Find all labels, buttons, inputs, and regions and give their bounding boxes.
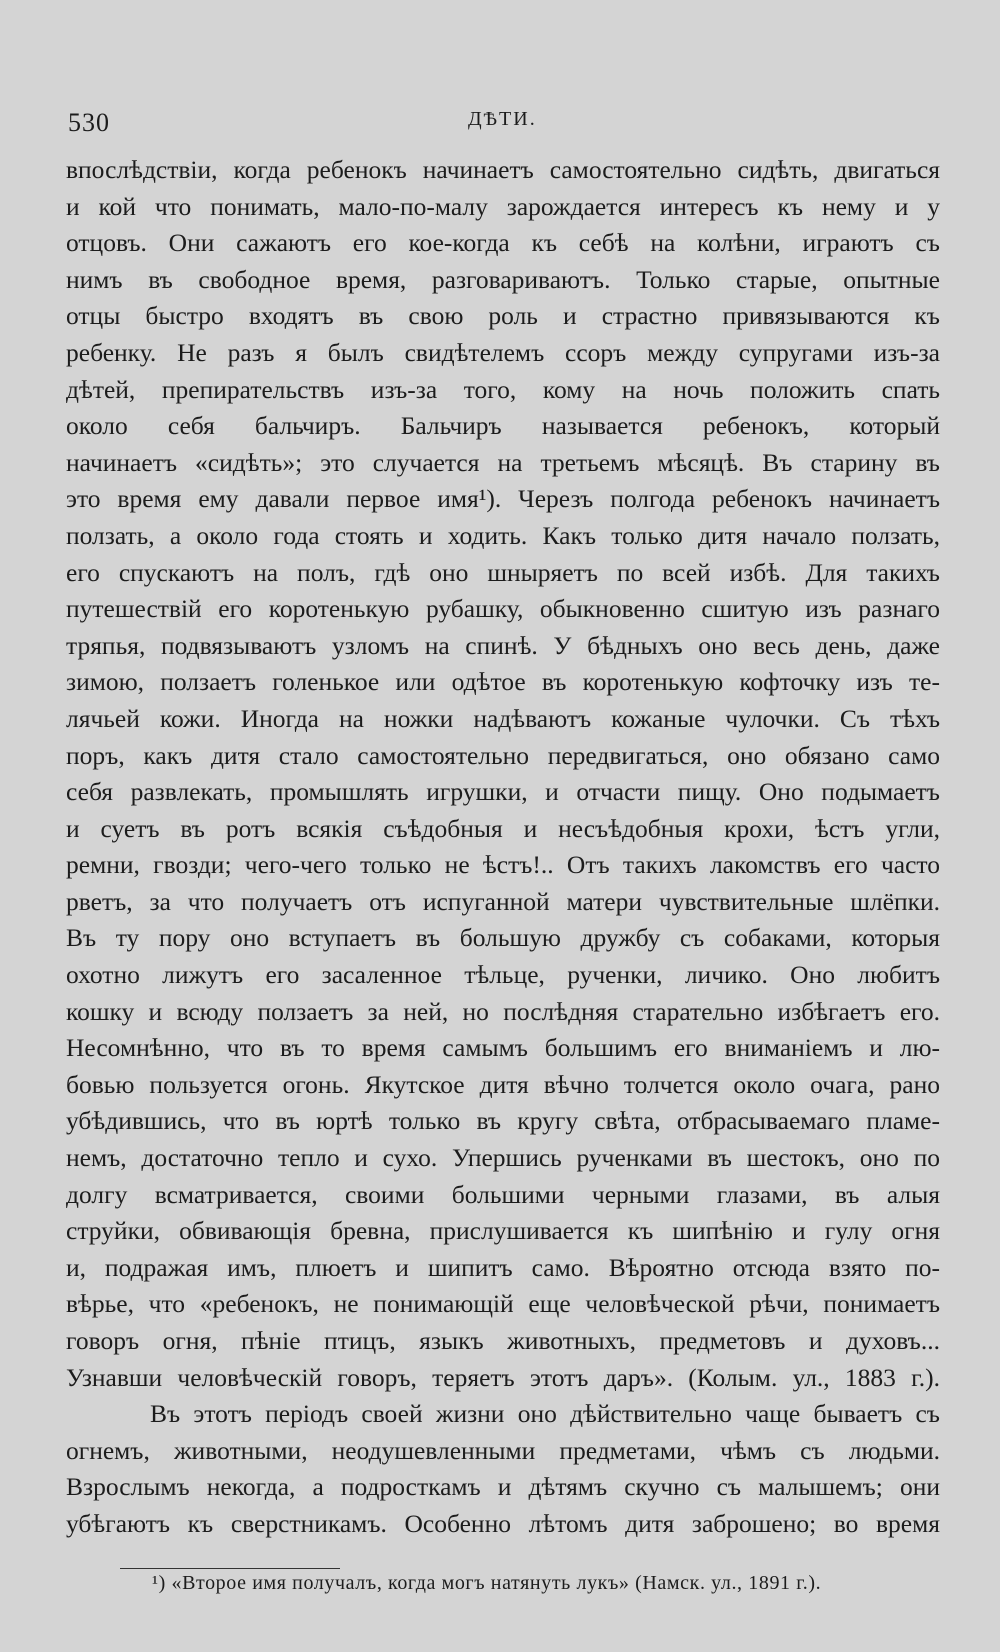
text-line: и суетъ въ ротъ всякія съѣдобныя и несъѣдобныя крохи, ѣстъ угли,: [66, 813, 940, 843]
text-line: и, подражая имъ, плюетъ и шипитъ само. Вѣроятно отсюда взято по-: [66, 1252, 940, 1282]
text-line: лячьей кожи. Иногда на ножки надѣваютъ кожаные чулочки. Съ тѣхъ: [66, 703, 940, 733]
text-line: немъ, достаточно тепло и сухо. Упершись рученками въ шестокъ, оно по: [66, 1143, 940, 1173]
text-line: убѣдившись, что въ юртѣ только въ кругу свѣта, отбрасываемаго пламе-: [66, 1106, 940, 1136]
text-line: его спускаютъ на полъ, гдѣ оно шныряетъ по всей избѣ. Для такихъ: [66, 557, 940, 587]
text-line: нимъ въ свободное время, разговариваютъ. Только старые, опытные: [66, 264, 940, 294]
text-line: отцовъ. Они сажаютъ его кое-когда къ себѣ на колѣни, играютъ съ: [66, 228, 940, 258]
text-line: тряпья, подвязываютъ узломъ на спинѣ. У бѣдныхъ оно весь день, даже: [66, 630, 940, 660]
text-line: отцы быстро входятъ въ свою роль и страстно привязываются къ: [66, 301, 940, 331]
text-line: Несомнѣнно, что въ то время самымъ большимъ его вниманіемъ и лю-: [66, 1033, 940, 1063]
text-line: ремни, гвозди; чего-чего только не ѣстъ!.. Отъ такихъ лакомствъ его часто: [66, 850, 940, 880]
text-line: Въ этотъ періодъ своей жизни оно дѣйствительно чаще бываетъ съ: [150, 1399, 940, 1429]
footnote-text: «Второе имя получалъ, когда могъ натянуть лукъ» (Намск. ул., 1891 г.).: [171, 1572, 822, 1594]
footnote-marker: ¹): [152, 1572, 166, 1594]
text-line: кошку и всюду ползаетъ за ней, но послѣдняя старательно избѣгаетъ его.: [66, 996, 940, 1026]
body-text: [66, 152, 940, 1543]
text-line: струйки, обвивающія бревна, прислушивается къ шипѣнію и гулу огня: [66, 1216, 940, 1246]
text-line: Взрослымъ некогда, а подросткамъ и дѣтямъ скучно съ малышемъ; они: [66, 1472, 940, 1502]
text-line: и кой что понимать, мало-по-малу зарождается интересъ къ нему и у: [66, 191, 940, 221]
footnote: [152, 1572, 821, 1595]
text-line: начинаетъ «сидѣть»; это случается на третьемъ мѣсяцѣ. Въ старину въ: [66, 447, 940, 477]
text-line: ребенку. Не разъ я былъ свидѣтелемъ ссоръ между супругами изъ-за: [66, 337, 940, 367]
text-line: ползать, а около года стоять и ходить. Какъ только дитя начало ползать,: [66, 520, 940, 550]
text-line: охотно лижутъ его засаленное тѣльце, рученки, личико. Оно любитъ: [66, 960, 940, 990]
text-line: впослѣдствіи, когда ребенокъ начинаетъ самостоятельно сидѣть, двигаться: [66, 155, 940, 184]
text-line: огнемъ, животными, неодушевленными предметами, чѣмъ съ людьми.: [66, 1435, 940, 1465]
text-line: Въ ту пору оно вступаетъ въ большую дружбу съ собаками, которыя: [66, 923, 940, 953]
text-line: это время ему давали первое имя¹). Черезъ полгода ребенокъ начинаетъ: [66, 484, 940, 514]
text-line: себя развлекать, промышлять игрушки, и отчасти пищу. Оно подымаетъ: [66, 777, 940, 807]
running-head: ДѢТИ.: [468, 108, 537, 130]
text-line: говоръ огня, пѣніе птицъ, языкъ животныхъ, предметовъ и духовъ...: [66, 1326, 940, 1355]
text-line: долгу всматривается, своими большими черными глазами, въ алыя: [66, 1179, 940, 1209]
text-line: убѣгаютъ къ сверстникамъ. Особенно лѣтомъ дитя заброшено; во время: [66, 1508, 940, 1538]
page-number: 530: [68, 108, 110, 137]
footnote-divider: [120, 1568, 340, 1569]
text-line: бовью пользуется огонь. Якутское дитя вѣчно толчется около очага, рано: [66, 1069, 940, 1099]
text-line: вѣрье, что «ребенокъ, не понимающій еще человѣческой рѣчи, понимаетъ: [66, 1289, 940, 1319]
text-line: поръ, какъ дитя стало самостоятельно передвигаться, оно обязано само: [66, 740, 940, 770]
page-header: [68, 108, 928, 144]
text-line: дѣтей, препирательствъ изъ-за того, кому на ночь положить спать: [66, 374, 940, 404]
text-line: рветъ, за что получаетъ отъ испуганной матери чувствительные шлёпки.: [66, 886, 940, 916]
text-line: Узнавши человѣческій говоръ, теряетъ этотъ даръ». (Колым. ул., 1883 г.).: [66, 1362, 940, 1392]
text-line: путешествій его коротенькую рубашку, обыкновенно сшитую изъ разнаго: [66, 594, 940, 624]
text-line: зимою, ползаетъ голенькое или одѣтое въ коротенькую кофточку изъ те-: [66, 667, 940, 697]
text-line: около себя бальчиръ. Бальчиръ называется ребенокъ, который: [66, 411, 940, 441]
